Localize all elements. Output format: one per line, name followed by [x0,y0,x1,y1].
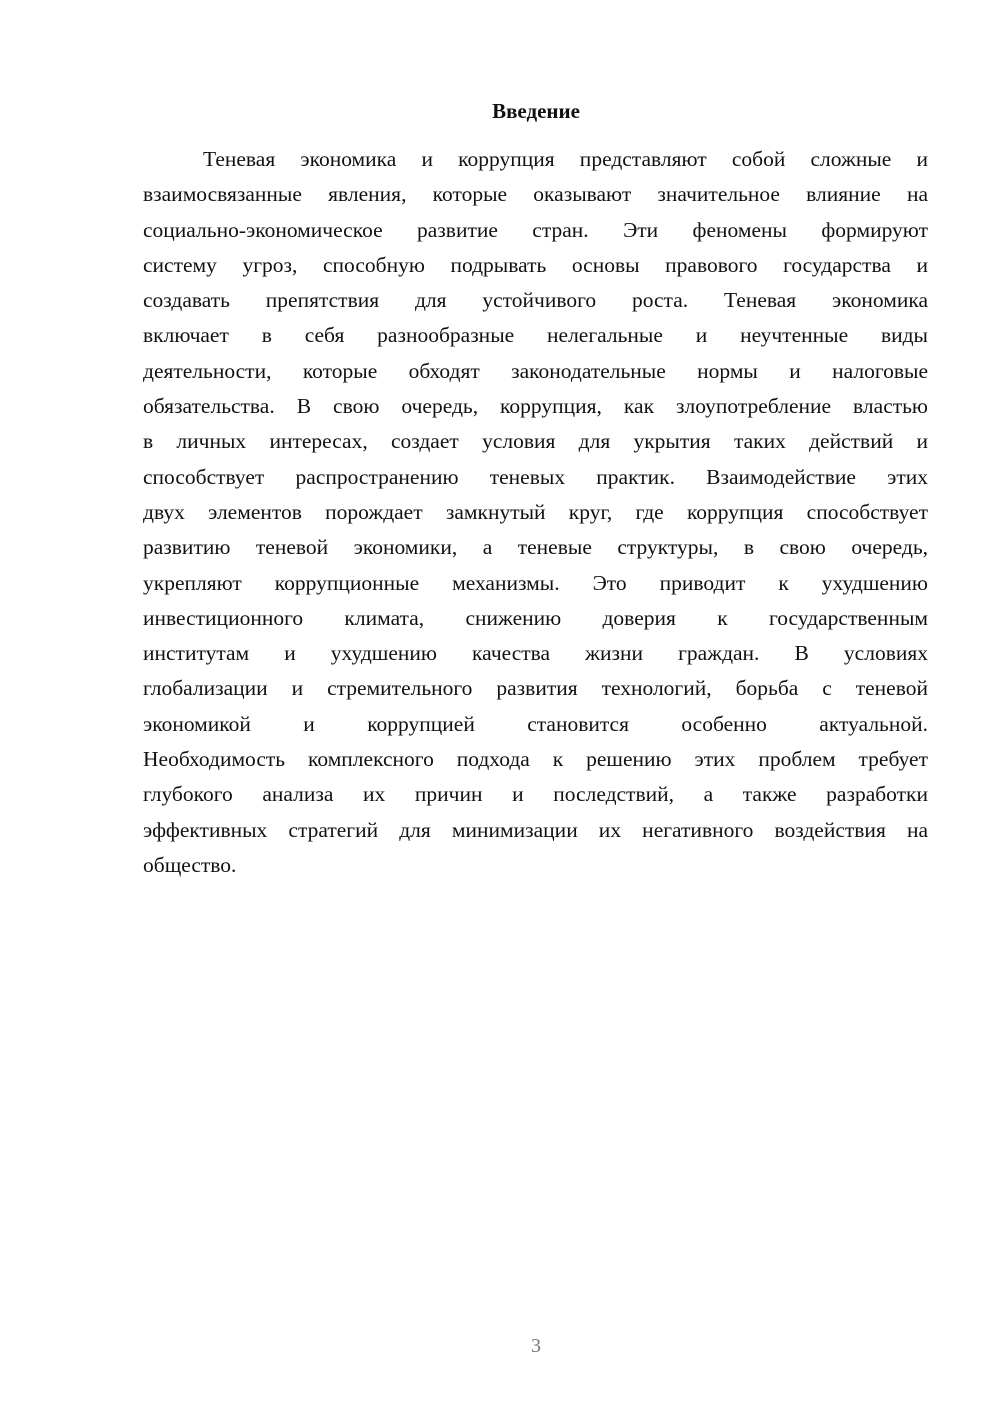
paragraph-line: социально-экономическое развитие стран. Эти феномены формируют [143,217,928,242]
page-number: 3 [531,1335,541,1357]
paragraph-line: двух элементов порождает замкнутый круг, где коррупция способствует [143,499,928,524]
paragraph-line: включает в себя разнообразные нелегальные и неучтенные виды [143,323,928,348]
paragraph-line: укрепляют коррупционные механизмы. Это приводит к ухудшению [143,570,928,595]
section-heading: Введение [492,99,580,123]
paragraph-line: инвестиционного климата, снижению доверия к государственным [143,605,928,630]
paragraph-line: эффективных стратегий для минимизации их негативного воздействия на [143,817,928,842]
paragraph-line: деятельности, которые обходят законодательные нормы и налоговые [143,358,928,383]
paragraph-line: взаимосвязанные явления, которые оказывают значительное влияние на [143,182,928,207]
paragraph-line: создавать препятствия для устойчивого роста. Теневая экономика [143,288,928,313]
paragraph-line: Теневая экономика и коррупция представляют собой сложные и [203,147,928,171]
paragraph-line: развитию теневой экономики, а теневые структуры, в свою очередь, [143,535,928,560]
paragraph-line: способствует распространению теневых практик. Взаимодействие этих [143,464,928,489]
paragraph-line: общество. [143,852,237,877]
paragraph-line: систему угроз, способную подрывать основы правового государства и [143,252,928,277]
paragraph-line: обязательства. В свою очередь, коррупция, как злоупотребление властью [143,394,928,419]
paragraph-line: Необходимость комплексного подхода к решению этих проблем требует [143,747,928,772]
paragraph-line: глобализации и стремительного развития технологий, борьба с теневой [143,676,928,701]
intro-paragraph [143,142,928,883]
paragraph-line: в личных интересах, создает условия для укрытия таких действий и [143,429,928,454]
paragraph-line: институтам и ухудшению качества жизни граждан. В условиях [143,641,928,666]
paragraph-line: экономикой и коррупцией становится особенно актуальной. [143,711,928,736]
paragraph-line: глубокого анализа их причин и последствий, а также разработки [143,782,928,807]
